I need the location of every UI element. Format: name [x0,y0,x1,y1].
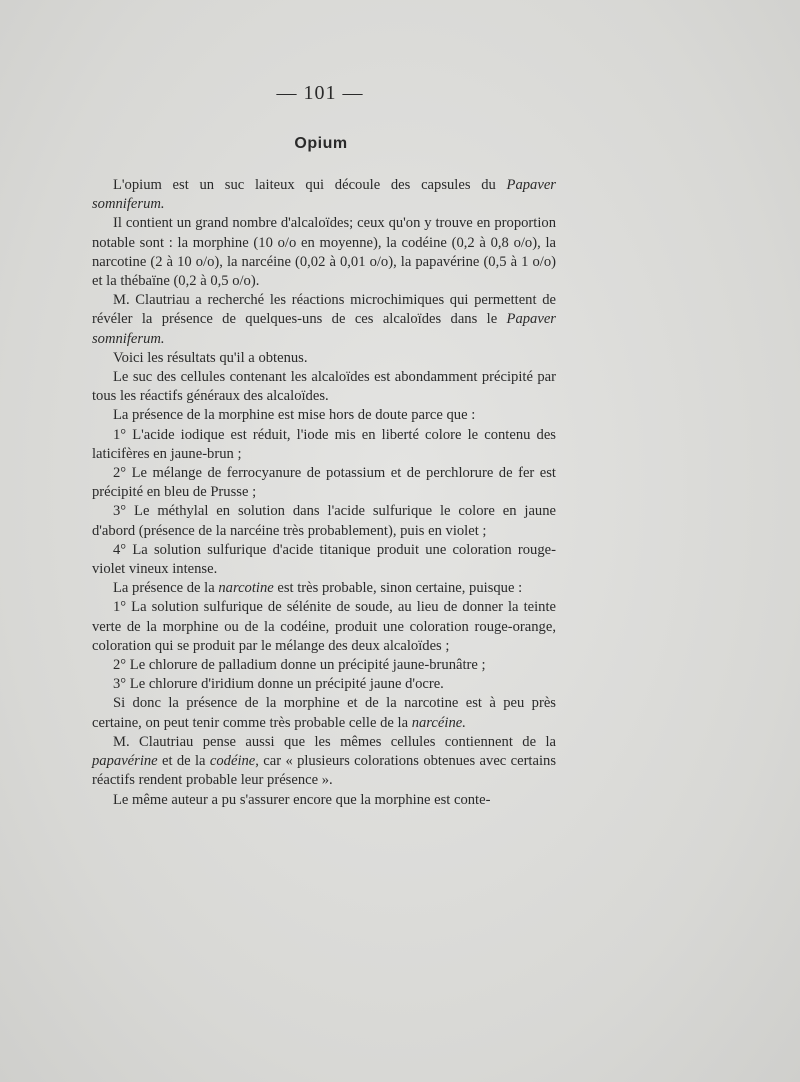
section-title: Opium [294,135,348,152]
text-run: Le même auteur a pu s'assurer encore que la morphine est conte- [113,791,491,808]
page-number: — 101 — [276,82,364,104]
paragraph [92,426,556,464]
paragraph [92,791,556,810]
text-run: Voici les résultats qu'il a obtenus. [113,349,308,366]
text-run: La présence de la morphine est mise hors de doute parce que : [113,407,476,424]
text-run: La présence de la [113,580,219,597]
paragraph [92,349,556,368]
paragraph [92,675,556,694]
body-text [92,176,556,810]
paragraph [92,464,556,502]
text-run: M. Clautriau pense aussi que les mêmes cellules contiennent de la [113,733,556,750]
text-run: Si donc la présence de la morphine et de la narcotine est à peu près certaine, on peut tenir comme très probable celle de la [92,695,556,731]
paragraph [92,579,556,598]
paragraph [92,368,556,406]
text-run: 4° La solution sulfurique d'acide titanique produit une coloration rouge-violet vineux intense. [92,541,556,578]
text-run: est très probable, sinon certaine, puisque : [273,580,523,597]
italic-term: Papaver somniferum. [92,311,556,347]
italic-term: narcotine [218,580,274,597]
text-run: 2° Le mélange de ferrocyanure de potassium et de perchlorure de fer est précipité en bleu de Prusse ; [92,465,556,501]
italic-term: Papaver somniferum. [92,177,556,213]
text-run: et de la [157,753,210,770]
paragraph [92,214,556,291]
paragraph [92,291,556,349]
text-run: 1° L'acide iodique est réduit, l'iode mis en liberté colore le contenu des laticifères en jaune-brun ; [92,426,556,462]
text-run: L'opium est un suc laiteux qui découle des capsules du [113,177,507,193]
text-run: 1° La solution sulfurique de sélénite de soude, au lieu de donner la teinte verte de la morphine ou de la codéine, produit une coloration rouge-orange, coloration qui se produit par le mélange des deux alcaloïdes ; [92,599,556,654]
paragraph [92,694,556,732]
italic-term: codéine [209,753,256,770]
paragraph [92,656,556,675]
text-run: 2° Le chlorure de palladium donne un précipité jaune-brunâtre ; [113,657,486,674]
text-run: Le suc des cellules contenant les alcaloïdes est abondamment précipité par tous les réactifs généraux des alcaloïdes. [92,369,556,405]
text-run: 3° Le chlorure d'iridium donne un précipité jaune d'ocre. [113,676,444,693]
text-run: M. Clautriau a recherché les réactions microchimiques qui permettent de révéler la présence de quelques-uns de ces alcaloïdes dans le [92,292,556,328]
text-run: , car « plusieurs colorations obtenues avec certains réactifs rendent probable leur présence ». [92,753,556,789]
paragraph [92,541,556,579]
paragraph [92,406,556,425]
italic-term: papavérine [92,753,158,770]
text-run: 3° Le méthylal en solution dans l'acide sulfurique le colore en jaune d'abord (présence de la narcéine très probablement), puis en violet ; [92,503,556,539]
paragraph [92,598,556,656]
paragraph [92,176,556,214]
paragraph [92,733,556,791]
paragraph [92,502,556,540]
italic-term: narcéine. [411,714,466,731]
text-run: Il contient un grand nombre d'alcaloïdes; ceux qu'on y trouve en proportion notable sont : la morphine (10 o/o en moyenne), la codéine (0,2 à 0,8 o/o), la narcotine (2 à 10 o/o), la narcéine (0,02 à 0,01 o/o), la papavérine (0,5 à 1 o/o) et la thébaïne (0,2 à 0,5 o/o). [92,215,556,290]
